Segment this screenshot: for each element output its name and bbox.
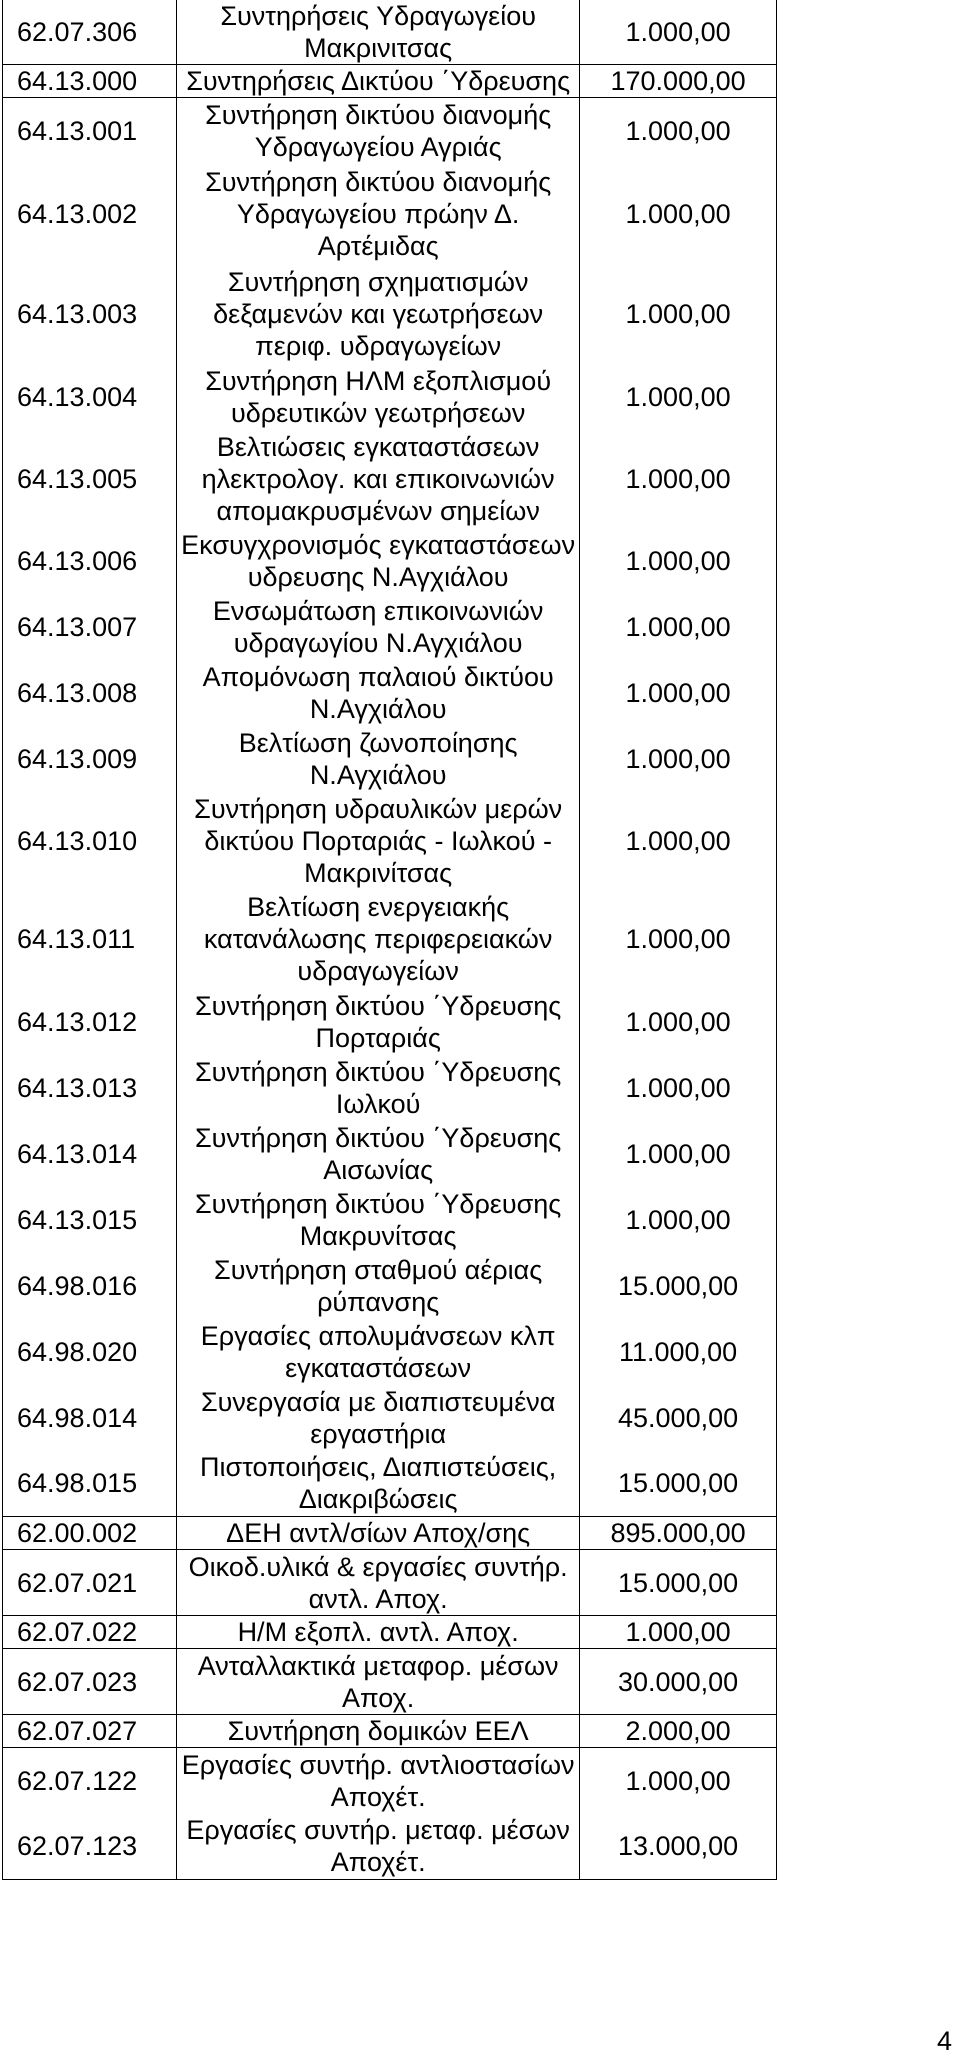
table-row [3,1517,777,1550]
table-row [3,792,777,890]
amount: 15.000,00 [580,1451,777,1517]
account-code: 64.13.007 [3,594,177,660]
account-code: 64.13.013 [3,1055,177,1121]
amount: 1.000,00 [580,364,777,430]
table-row [3,364,777,430]
description: Βελτίωση ζωνοποίησης Ν.Αγχιάλου [177,726,580,792]
amount: 170.000,00 [580,65,777,98]
description: ΔΕΗ αντλ/σίων Αποχ/σης [177,1517,580,1550]
table-row [3,1253,777,1319]
account-code: 64.13.014 [3,1121,177,1187]
table-row [3,660,777,726]
amount: 1.000,00 [580,1748,777,1814]
description: Συντήρηση δικτύου ΄Υδρευσης Ιωλκού [177,1055,580,1121]
table-row [3,1649,777,1715]
description: Συνεργασία με διαπιστευμένα εργαστήρια [177,1385,580,1451]
description: Βελτίωση ενεργειακής κατανάλωσης περιφερειακών υδραγωγείων [177,890,580,989]
table-row [3,65,777,98]
amount: 1.000,00 [580,792,777,890]
budget-table-body [3,0,777,1880]
amount: 15.000,00 [580,1253,777,1319]
amount: 1.000,00 [580,0,777,65]
amount: 13.000,00 [580,1814,777,1880]
description: Συντήρηση σχηματισμών δεξαμενών και γεωτρήσεων περιφ. υδραγωγείων [177,264,580,364]
description: Εκσυγχρονισμός εγκαταστάσεων υδρευσης Ν.Αγχιάλου [177,528,580,594]
amount: 30.000,00 [580,1649,777,1715]
table-row [3,1814,777,1880]
account-code: 62.07.306 [3,0,177,65]
amount: 1.000,00 [580,430,777,528]
amount: 1.000,00 [580,1055,777,1121]
amount: 1.000,00 [580,660,777,726]
table-row [3,1121,777,1187]
account-code: 62.07.021 [3,1550,177,1616]
description: Συντήρηση δικτύου ΄Υδρευσης Αισωνίας [177,1121,580,1187]
account-code: 64.13.009 [3,726,177,792]
table-row [3,1451,777,1517]
description: Συντήρηση σταθμού αέριας ρύπανσης [177,1253,580,1319]
account-code: 62.07.027 [3,1715,177,1748]
description: Η/Μ εξοπλ. αντλ. Αποχ. [177,1616,580,1649]
amount: 45.000,00 [580,1385,777,1451]
amount: 1.000,00 [580,528,777,594]
table-row [3,0,777,65]
description: Συντήρηση δικτύου ΄Υδρευσης Πορταριάς [177,989,580,1055]
account-code: 64.13.010 [3,792,177,890]
table-row [3,264,777,364]
description: Ανταλλακτικά μεταφορ. μέσων Αποχ. [177,1649,580,1715]
table-row [3,989,777,1055]
table-row [3,164,777,264]
table-row [3,1187,777,1253]
description: Εργασίες απολυμάνσεων κλπ εγκαταστάσεων [177,1319,580,1385]
amount: 1.000,00 [580,264,777,364]
page-number: 4 [937,2026,953,2056]
table-row [3,1385,777,1451]
description: Οικοδ.υλικά & εργασίες συντήρ. αντλ. Αποχ. [177,1550,580,1616]
description: Συντήρηση δομικών ΕΕΛ [177,1715,580,1748]
table-row [3,594,777,660]
amount: 1.000,00 [580,1187,777,1253]
account-code: 64.13.008 [3,660,177,726]
description: Συντήρηση δικτύου διανομής Υδραγωγείου Αγριάς [177,98,580,164]
description: Συντήρηση δικτύου διανομής Υδραγωγείου πρώην Δ. Αρτέμιδας [177,164,580,264]
account-code: 62.07.123 [3,1814,177,1880]
amount: 1.000,00 [580,1121,777,1187]
account-code: 64.13.006 [3,528,177,594]
description: Συντήρηση ΗΛΜ εξοπλισμού υδρευτικών γεωτρήσεων [177,364,580,430]
table-row [3,726,777,792]
account-code: 62.07.022 [3,1616,177,1649]
amount: 1.000,00 [580,890,777,989]
description: Απομόνωση παλαιού δικτύου Ν.Αγχιάλου [177,660,580,726]
amount: 1.000,00 [580,1616,777,1649]
amount: 15.000,00 [580,1550,777,1616]
table-row [3,430,777,528]
account-code: 64.13.005 [3,430,177,528]
account-code: 64.13.004 [3,364,177,430]
account-code: 64.13.001 [3,98,177,164]
table-row [3,98,777,164]
account-code: 62.00.002 [3,1517,177,1550]
account-code: 64.98.020 [3,1319,177,1385]
account-code: 64.13.000 [3,65,177,98]
amount: 1.000,00 [580,594,777,660]
table-row [3,528,777,594]
account-code: 64.13.015 [3,1187,177,1253]
amount: 1.000,00 [580,98,777,164]
table-row [3,1616,777,1649]
account-code: 64.98.014 [3,1385,177,1451]
account-code: 64.98.015 [3,1451,177,1517]
account-code: 64.13.012 [3,989,177,1055]
amount: 2.000,00 [580,1715,777,1748]
table-row [3,1748,777,1814]
description: Συντηρήσεις Υδραγωγείου Μακρινιτσας [177,0,580,65]
amount: 11.000,00 [580,1319,777,1385]
account-code: 64.13.002 [3,164,177,264]
amount: 1.000,00 [580,164,777,264]
account-code: 64.98.016 [3,1253,177,1319]
description: Βελτιώσεις εγκαταστάσεων ηλεκτρολογ. και επικοινωνιών απομακρυσμένων σημείων [177,430,580,528]
description: Συντήρηση υδραυλικών μερών δικτύου Πορταριάς - Ιωλκού - Μακρινίτσας [177,792,580,890]
table-row [3,890,777,989]
account-code: 62.07.023 [3,1649,177,1715]
amount: 1.000,00 [580,726,777,792]
description: Συντήρηση δικτύου ΄Υδρευσης Μακρυνίτσας [177,1187,580,1253]
description: Συντηρήσεις Δικτύου ΄Υδρευσης [177,65,580,98]
amount: 895.000,00 [580,1517,777,1550]
table-row [3,1319,777,1385]
account-code: 64.13.011 [3,890,177,989]
description: Πιστοποιήσεις, Διαπιστεύσεις, Διακριβώσεις [177,1451,580,1517]
account-code: 62.07.122 [3,1748,177,1814]
amount: 1.000,00 [580,989,777,1055]
table-row [3,1055,777,1121]
description: Εργασίες συντήρ. αντλιοστασίων Αποχέτ. [177,1748,580,1814]
account-code: 64.13.003 [3,264,177,364]
table-row [3,1715,777,1748]
description: Ενσωμάτωση επικοινωνιών υδραγωγίου Ν.Αγχιάλου [177,594,580,660]
table-row [3,1550,777,1616]
budget-table [2,0,777,1880]
description: Εργασίες συντήρ. μεταφ. μέσων Αποχέτ. [177,1814,580,1880]
